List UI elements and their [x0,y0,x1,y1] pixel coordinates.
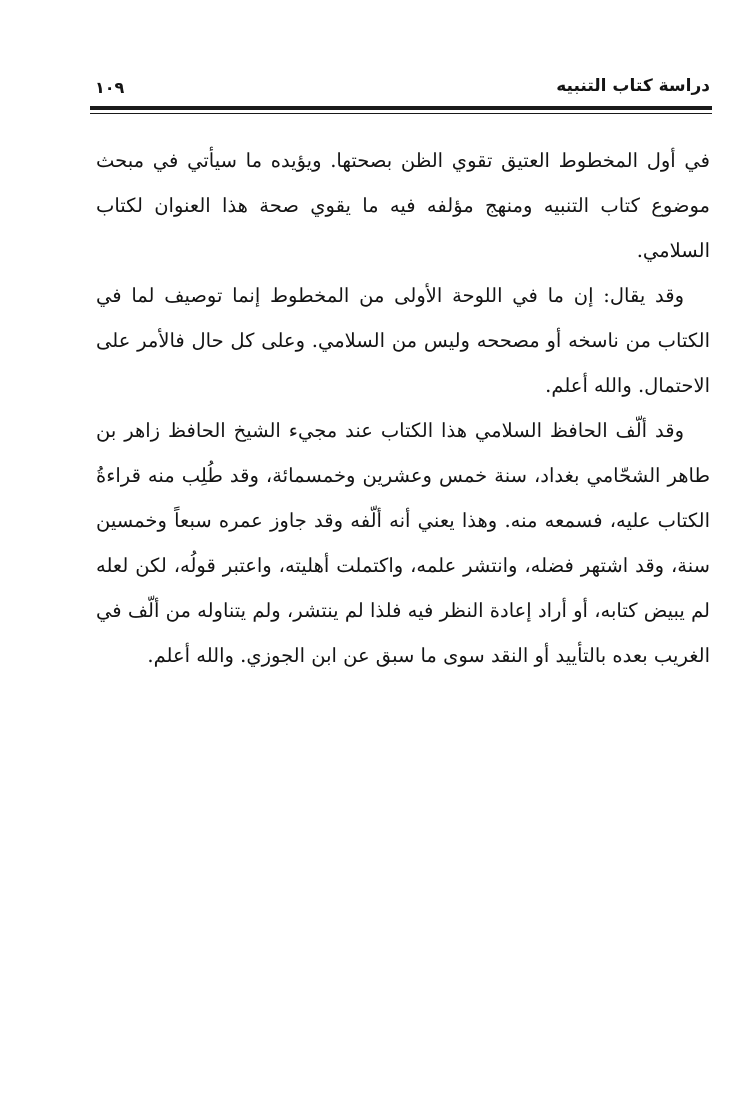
running-header [95,72,710,104]
running-title: دراسة كتاب التنبيه [556,76,710,96]
paragraph-3: وقد ألّف الحافظ السلامي هذا الكتاب عند مجيء الشيخ الحافظ زاهر بن طاهر الشحّامي بغداد، سنة خمس وعشرين وخمسمائة، وقد طُلِب منه قراءةُ الكتاب عليه، فسمعه منه. وهذا يعني أنه ألّفه وقد جاوز عمره سبعاً وخمسين سنة، وقد اشتهر فضله، وانتشر علمه، واكتملت أهليته، واعتبر قولُه، لكن لعله لم يبيض كتابه، أو أراد إعادة النظر فيه فلذا لم ينتشر، ولم يتناوله من ألّف في الغريب بعده بالتأييد أو النقد سوى ما سبق عن ابن الجوزي. والله أعلم. [96,419,710,667]
page-number: ١٠٩ [95,78,125,97]
header-rule-thick [90,106,712,110]
header-rule-thin [90,113,712,114]
body-text [96,138,710,678]
paragraph-2: وقد يقال: إن ما في اللوحة الأولى من المخطوط إنما توصيف لما في الكتاب من ناسخه أو مصححه وليس من السلامي. وعلى كل حال فالأمر على الاحتمال. والله أعلم. [96,284,710,397]
paragraph-1: في أول المخطوط العتيق تقوي الظن بصحتها. ويؤيده ما سيأتي في مبحث موضوع كتاب التنبيه ومنهج مؤلفه فيه ما يقوي صحة هذا العنوان لكتاب السلامي. [96,149,710,262]
